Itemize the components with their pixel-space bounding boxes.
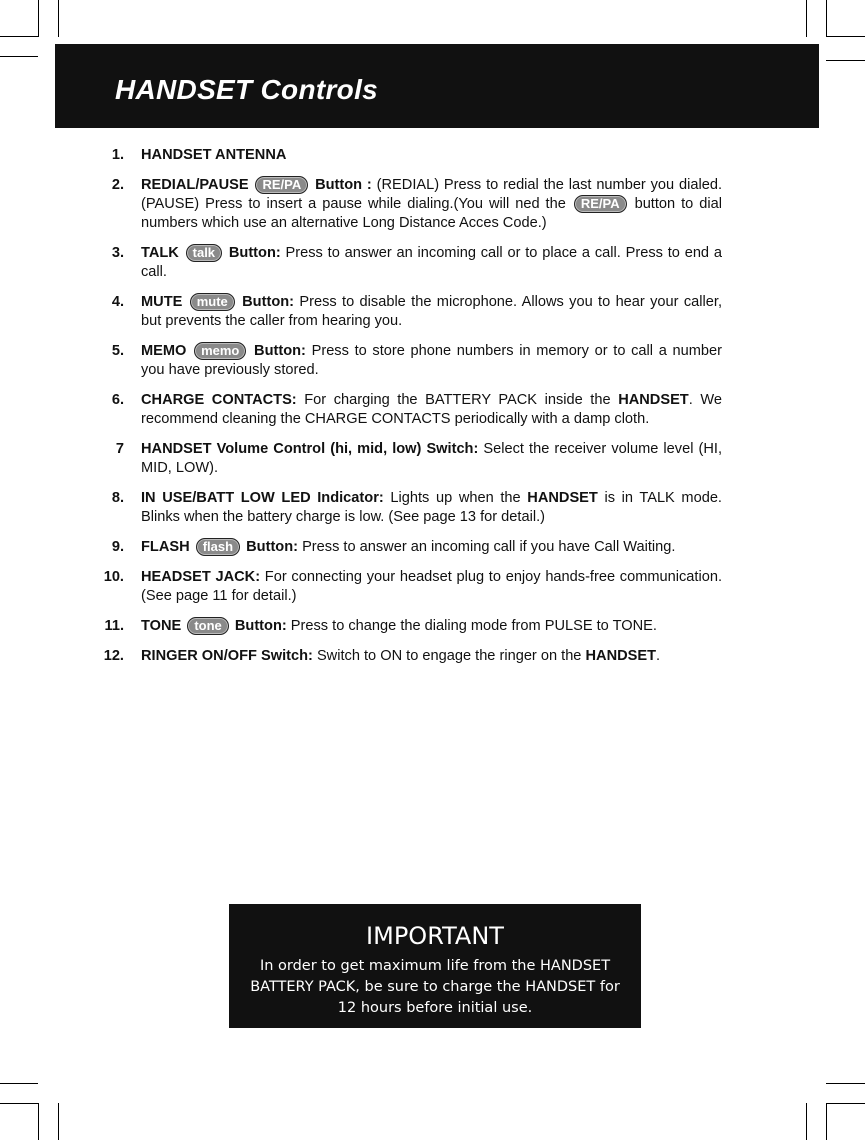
item-strong-text: HANDSET xyxy=(618,392,689,408)
button-label: Button : xyxy=(315,177,372,193)
item-text: is in TALK mode. Blinks when the battery charge is low. (See page 13 for detail.) xyxy=(141,490,722,525)
item-text: For charging the BATTERY PACK inside the xyxy=(304,392,611,408)
control-item-led-indicator xyxy=(100,489,722,527)
item-body xyxy=(141,440,722,478)
item-title: HANDSET Volume Control (hi, mid, low) Switch: xyxy=(141,441,479,457)
crop-mark xyxy=(38,0,39,37)
controls-list xyxy=(100,146,722,666)
item-number: 6. xyxy=(111,392,124,408)
control-item-antenna xyxy=(100,146,722,165)
crop-mark xyxy=(0,1083,38,1084)
crop-mark xyxy=(58,0,59,37)
crop-mark xyxy=(38,1103,39,1140)
item-number: 12. xyxy=(103,648,124,664)
item-text: Press to change the dialing mode from PULSE to TONE. xyxy=(290,618,657,634)
item-text: Press to answer an incoming call if you have Call Waiting. xyxy=(302,539,676,555)
item-number: 9. xyxy=(111,539,124,555)
item-body xyxy=(141,489,722,527)
item-title: TONE xyxy=(141,618,182,634)
item-strong-text: HANDSET xyxy=(527,490,598,506)
control-item-tone xyxy=(100,617,722,636)
item-body xyxy=(141,293,722,331)
item-number: 3. xyxy=(111,245,124,261)
item-body xyxy=(141,391,722,429)
crop-mark xyxy=(826,1103,827,1140)
item-title: RINGER ON/OFF Switch: xyxy=(141,648,313,664)
item-text: Press to answer an incoming call or to place a call. Press to end a call. xyxy=(141,245,722,280)
item-body xyxy=(141,146,722,165)
item-text: Switch to ON to engage the ringer on the xyxy=(316,648,582,664)
redial-pause-key-icon: RE/PA xyxy=(255,176,308,194)
control-item-memo xyxy=(100,342,722,380)
button-label: Button: xyxy=(242,294,295,310)
control-item-ringer-switch xyxy=(100,647,722,666)
crop-mark xyxy=(58,1103,59,1140)
tone-key-icon: tone xyxy=(187,617,228,635)
item-body xyxy=(141,538,722,557)
item-title: MUTE xyxy=(141,294,183,310)
button-label: Button: xyxy=(254,343,306,359)
item-body xyxy=(141,244,722,282)
crop-mark xyxy=(826,60,865,61)
crop-mark xyxy=(0,36,38,37)
button-label: Button: xyxy=(234,618,287,634)
control-item-headset-jack xyxy=(100,568,722,606)
header-bar xyxy=(55,44,819,128)
item-number: 7 xyxy=(115,441,124,457)
crop-mark xyxy=(0,1103,38,1104)
crop-mark xyxy=(826,36,865,37)
item-body xyxy=(141,176,722,233)
item-text: Press to disable the microphone. Allows you to hear your caller, but prevents the caller from hearing you. xyxy=(141,294,722,329)
item-title: CHARGE CONTACTS: xyxy=(141,392,297,408)
mute-key-icon: mute xyxy=(190,293,235,311)
crop-mark xyxy=(0,56,38,57)
item-text: For connecting your headset plug to enjoy hands-free communication. (See page 11 for detail.) xyxy=(141,569,723,604)
important-notice xyxy=(229,904,641,1028)
item-number: 2. xyxy=(111,177,124,193)
control-item-volume-switch xyxy=(100,440,722,478)
item-title: FLASH xyxy=(141,539,190,555)
item-number: 11. xyxy=(104,618,124,634)
item-number: 10. xyxy=(103,569,124,585)
item-title: TALK xyxy=(141,245,179,261)
important-heading: IMPORTANT xyxy=(366,922,504,950)
item-body xyxy=(141,568,722,606)
item-text: (REDIAL) Press to redial the last number you dialed. (PAUSE) Press to insert a pause while dialing.(You will ned the xyxy=(141,177,723,212)
item-text: Press to store phone numbers in memory or to call a number you have previously stored. xyxy=(141,343,722,378)
crop-mark xyxy=(826,1083,865,1084)
crop-mark xyxy=(806,1103,807,1140)
item-number: 1. xyxy=(111,147,124,163)
flash-key-icon: flash xyxy=(196,538,240,556)
item-title: MEMO xyxy=(141,343,187,359)
item-number: 4. xyxy=(111,294,124,310)
control-item-redial-pause xyxy=(100,176,722,233)
item-body xyxy=(141,617,722,636)
item-body xyxy=(141,647,722,666)
page-title: HANDSET Controls xyxy=(115,74,379,105)
important-text: In order to get maximum life from the HANDSET BATTERY PACK, be sure to charge the HANDSET for 12 hours before initial use. xyxy=(250,958,620,1016)
crop-mark xyxy=(826,0,827,37)
button-label: Button: xyxy=(246,539,298,555)
item-body xyxy=(141,342,722,380)
talk-key-icon: talk xyxy=(186,244,222,262)
memo-key-icon: memo xyxy=(194,342,246,360)
control-item-charge-contacts xyxy=(100,391,722,429)
item-strong-text: HANDSET xyxy=(585,648,657,664)
item-title: HEADSET JACK: xyxy=(141,569,261,585)
item-text: Lights up when the xyxy=(390,490,521,506)
item-text: button to dial numbers which use an alternative Long Distance Acces Code.) xyxy=(141,196,722,231)
crop-mark xyxy=(806,0,807,37)
control-item-flash xyxy=(100,538,722,557)
item-title: HANDSET ANTENNA xyxy=(141,147,287,163)
item-text: . xyxy=(656,648,661,664)
control-item-mute xyxy=(100,293,722,331)
item-text: . We recommend cleaning the CHARGE CONTACTS periodically with a damp cloth. xyxy=(141,392,722,427)
control-item-talk xyxy=(100,244,722,282)
button-label: Button: xyxy=(228,245,281,261)
item-text: Select the receiver volume level (HI, MID, LOW). xyxy=(141,441,723,476)
item-number: 5. xyxy=(111,343,124,359)
item-title: REDIAL/PAUSE xyxy=(141,177,249,193)
item-title: IN USE/BATT LOW LED Indicator: xyxy=(141,490,384,506)
redial-pause-key-icon: RE/PA xyxy=(574,195,627,213)
crop-mark xyxy=(826,1103,865,1104)
item-number: 8. xyxy=(111,490,124,506)
